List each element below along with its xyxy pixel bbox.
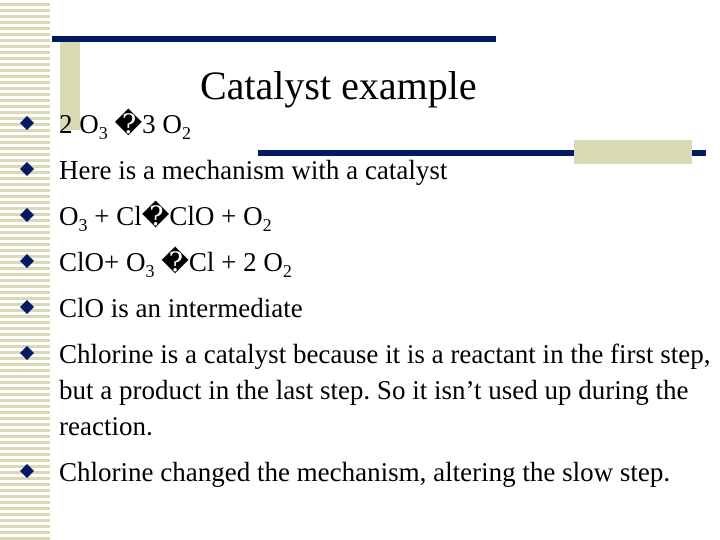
diamond-bullet-icon — [20, 254, 34, 268]
diamond-bullet-icon — [20, 464, 34, 478]
slide-title: Catalyst example — [200, 63, 477, 108]
diamond-bullet-icon — [20, 300, 34, 314]
title-bar-top — [52, 36, 496, 42]
bullet-step-two: $ClO+ O_3$ �Cl + 2 $O_2$ — [16, 244, 716, 280]
bullet-step-one: $O_3$ + Cl�ClO + $O_2$ — [16, 198, 716, 234]
diamond-bullet-icon — [20, 208, 34, 222]
bullet-catalyst-explanation: Chlorine is a catalyst because it is a reactant in the first step, but a product in the last step. So it isn’t used up during the reaction. — [16, 336, 716, 444]
bullet-mechanism-intro: Here is a mechanism with a catalyst — [16, 152, 716, 188]
bullet-mechanism-change: Chlorine changed the mechanism, altering the slow step. — [16, 454, 716, 490]
diamond-bullet-icon — [20, 162, 34, 176]
bullet-equation-overall: 2 $O_3$ �3 $O_2$ — [16, 106, 716, 142]
bullet-intermediate: ClO is an intermediate — [16, 290, 716, 326]
bullet-list — [16, 106, 716, 500]
diamond-bullet-icon — [20, 346, 34, 360]
diamond-bullet-icon — [20, 116, 34, 130]
